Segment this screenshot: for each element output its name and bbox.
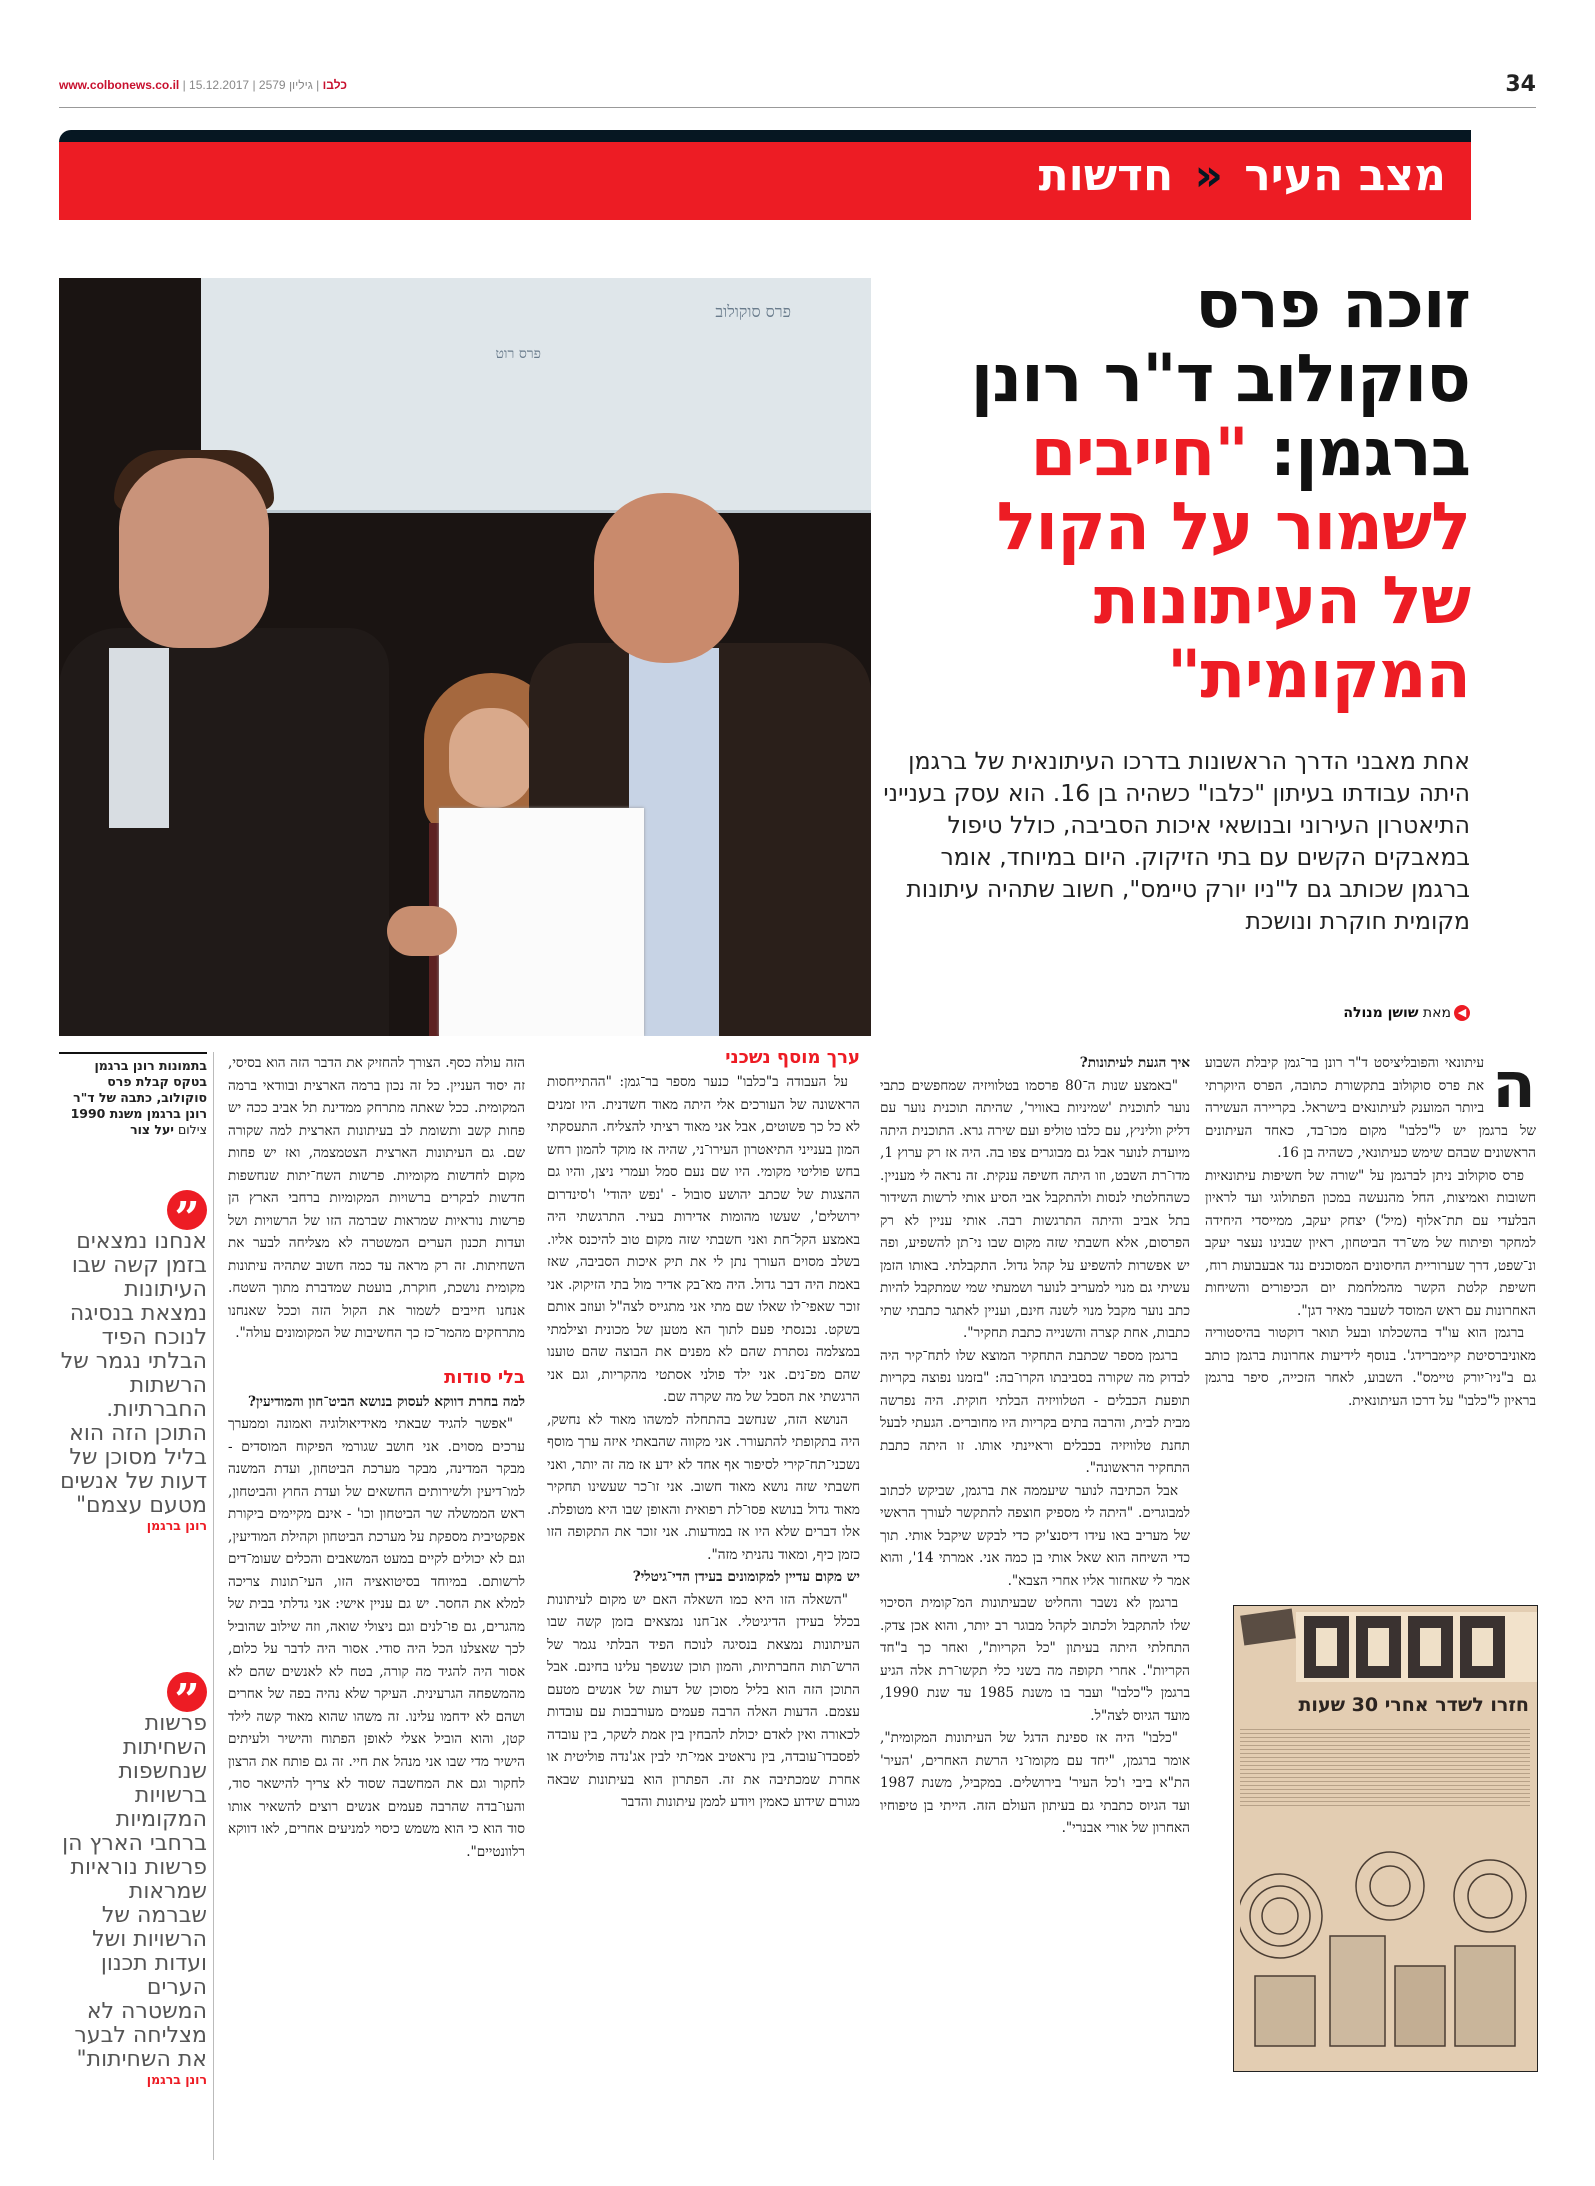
- body-paragraph: הזה עולה כסף. הצורך להחזיק את הדבר הזה הוא בסיסי, זה יסוד העניין. כל זה נכון ברמה הארצית ובוודאי ברמה המקומית. ככל שאתה מתרחק ממדינת תל אביב ככה יש פחות קשב ותשומת לב בעיתונות הארצית למה שקורה שם. גם העיתונות הארצית הצטמצמה, ואז יש פחות מקום לחדשות מקומיות. פרשות השח־יתות שנחשפות חדשות לבקרים ברשויות המקומיות ברחבי הארץ הן פרשות נוראיות שמראות שברמה הזו של הרשויות ושל ועדות תכנון הערים המשטרה לא מצליחה לבער את השחיתות. זה רק מראה עד כמה חשוב שתהיה עיתונות מקומית נושכת, חוקרת, בועטת שמדברת מתוך השטח. אנחנו חייבים לשמור את הקול הזה וככל שאנחנו מתרחקים מהמר־כז כך החשיבות של המקומונים עולה".: [228, 1055, 525, 1341]
- subsection-name: חדשות: [1038, 150, 1174, 201]
- drop-cap: ה: [1492, 1052, 1536, 1123]
- site-link[interactable]: www.colbonews.co.il: [59, 78, 180, 92]
- section-subheading: בלי סודות: [444, 1366, 525, 1388]
- pull-quote-author: רונן ברגמן: [146, 1518, 207, 1533]
- author-name: שושן מנולה: [1343, 1005, 1419, 1021]
- issue-number: גיליון 2579: [258, 78, 313, 92]
- body-paragraph: הנושא הזה, שנחשב בהתחלה למשהו מאוד לא נחשק, היה בתקופתי להתעורר. אני מקווה שהבאתי איזה ערך מוסף נשכני־תח־קירי לסיפור אף אחד לא ידע אז מה זה יותר, ואני חשבתי שזה נושא מאוד חשוב. אני זו־כר שעשינו תחקיר מאוד גדול בנושא פסו־לת רפואית והאופן שבו היא מטופלת. אלו דברים שלא היו אז במודעות. אני זוכר את התקופה הזו כזמן כיף, ומאוד נהניתי מזה".: [547, 1411, 860, 1563]
- headline-line: ברגמן: "חייבים: [1030, 414, 1470, 491]
- caption-text: בתמונות רונן ברגמן בטקס קבלת פרס סוקולוב, כתבה של ד"ר רונן ברגמן משנת 1990: [70, 1058, 207, 1121]
- column-divider: [213, 1052, 214, 2160]
- newspaper-clipping: [1233, 1605, 1538, 2072]
- clipping-title: חזרו לשדר אחרי 30 שעות: [1298, 1694, 1529, 1716]
- screen-text: פרס רוט: [495, 346, 541, 362]
- headline-line: לשמור על הקול: [996, 488, 1470, 565]
- photo-credit: צילום יעל צור: [130, 1122, 207, 1137]
- body-paragraph: ברגמן מספר שכתבת התחקיר המוצא שלו לתח־קיר היה לבדוק מה שקורה בסביבתו הקרו־בה: "בזמנו נפוצה בקריות תופעת הכבלים - הטלוויזיה הבלתי חוקית. היה נפרשה מבית לבית, והרבה בתים בקריות היו מחוברים. הגעתי לבעל תחנת טלוויזיה בכבלים וראיינתי אותו. זו היתה כתבת התחקיר הראשונה".: [880, 1347, 1190, 1476]
- screen-text: פרס סוקולוב: [715, 302, 791, 321]
- pull-quote: [59, 1190, 207, 1533]
- body-paragraph: עיתונאי והפובליציסט ד"ר רונן בר־גמן קיבלת השבוע את פרס סוקולוב בתקשורת כתובה, הפרס היוקרתי ביותר המוענק לעיתונאים בישראל. בקריירה העשירה של ברגמן יש ל"כלבו" מקום מכו־בד, כאחד העיתונים הראשונים שבהם שימש כעיתונאי, כשהיה בן 16.: [1205, 1055, 1536, 1161]
- body-column-3: [547, 1045, 860, 2112]
- award-ceremony-photo: [59, 278, 871, 1036]
- headline: [880, 268, 1470, 712]
- certificate: [439, 808, 644, 1036]
- body-paragraph: "כלבו" היה אז ספינת הדגל של העיתונות המקומית", אומר ברגמן, "יחד עם מקומו־ני הרשת האחרים, 'העיר' הת"א ביבי ו'כל העיר' בירושלים. במקביל, משנת 1987 ועד הגיוס כתבתי גם בעיתון העולם הזה. הייתי בן טיפוחיו האחרון של אורי אבנרי".: [880, 1730, 1190, 1836]
- pull-quote-text: אנחנו נמצאים בזמן קשה שבו העיתונות נמצאת בנסיגה לנוכח הפיד הבלתי נגמר של הרשתות החברתיות. התוכן הזה הוא בליל מסוכן של דעות של אנשים מטעם עצמם": [60, 1229, 207, 1518]
- body-paragraph: "אפשר להגיד שבאתי מאידיאולוגיה ואמונה וממערך ערכים מסוים. אני חושב שגורמי הפיקוח המוסדים - מבקר המדינה, מבקר מערכת הביטחון, ועדת המשנה למו־דיעין ולשירותים החשאים של ועדת החוץ והביטחון, ראש הממשלה שר הביטחון וכו' - אינם מקיימים ביקורת אפקטיבית מספקת על מערכת הביטחון וקהילת המודיעין, וגם לא יכולים לקיים במעט המשאבים והכלים שעומ־דים לרשותם. במיוחד בסיטואציה הזו, העי־תונות צריכה למלא את החסר. יש גם עניין אישי: אני גדלתי בבית של מהגרים, גם פו־לנים וגם ניצולי שואה, וזה שילוב שהוביל לכך שאצלנו הכל היה סודי. אסור היה לדבר על כלום, אסור היה להגיד מה קורה, בטח לא לאנשים שהם לא מהמשפחה הגרעינית. העיקר שלא נהיה בפה של אחרים ושהם לא ידחמו עלינו. זה משהו שהוא מאוד קשה לילד קטן, והוא הוביל אצלי לאופן הפתוח והישיר ולעיתים הישיר מדי שבו אני מנהל את חיי. זה גם פותח את הרצון לחקור וגם את המחשבה שסוד לא צריך להישאר סוד, והעו־בדה שהרבה פעמים אנשים רוצים להשאיר אותו סוד הוא כי הוא משמש כיסוי למניעים אחרים, לאו דווקא רלוונטיים".: [228, 1416, 525, 1860]
- interview-question: יש מקום עדיין למקומונים בעידן הדי־גיטלי?: [632, 1569, 860, 1585]
- magazine-name: כלבו: [322, 78, 347, 92]
- pull-quote-author: רונן ברגמן: [146, 2072, 207, 2087]
- section-name: מצב העיר: [1244, 150, 1446, 201]
- headline-line: המקומית": [1166, 636, 1470, 713]
- body-paragraph: ברגמן הוא עו"ד בהשכלתו ובעל תואר דוקטור בהיסטוריה מאוניברסיטת קיימברידג'. בנוסף לידיעות אחרונות ברגמן כותב גם ב"ניו־יורק טיימס". השבוע, לאחר הזכייה, סיפר ברגמן בראיון ל"כלבו" על דרכו העיתונאית.: [1205, 1325, 1536, 1409]
- body-paragraph: פרס סוקולוב ניתן לברגמן על "שורה של חשיפות עיתונאיות חשובות ואמיצות, החל מהנעשה במכון הפתולוגי ועד לראיון הבלעדי עם תת־אלוף (מיל') יצחק יעקב, ממייסדי היחידה למחקר ופיתוח של מש־רד הביטחון, ראיון שבגינו נעצר יעקב ונ־שפט, דרך שערוריית החיסונים המסוכנים נגד אבעבועות רוח, חשיפת קלטת הקשר מהמלחמת יום הכיפורים והשיחות האחרונות עם ראש המוסד לשעבר מאיר דגן".: [1205, 1167, 1536, 1319]
- body-paragraph: ברגמן לא נשבר והחליט שבעיתונות המ־קומית הסיכוי שלו להתקבל ולכתוב לקהל מבוגר רב יותר, והוא אכן צדק. התחלתי היתה בעיתון "כל הקריות", ואחר כך ב"חד הקריות". אחרי תקופה מה בשני כלי תקשו־רת אלה הגיע ברגמן ל"כלבו" ועבר בו משנת 1985 עד שנת 1990, מועד הגיוס לצה"ל.: [880, 1595, 1190, 1724]
- quote-icon: ”: [167, 1672, 207, 1712]
- clipping-illustration: [1240, 1826, 1530, 2061]
- headline-line: של העיתונות: [1093, 562, 1470, 639]
- handshake: [387, 906, 457, 956]
- byline: [880, 1005, 1470, 1021]
- section-band-top: [59, 130, 1471, 142]
- lead-paragraph: אחת מאבני הדרך הראשונות בדרכו העיתונאית של ברגמן היתה עבודתו בעיתון "כלבו" כשהיה בן 16. הוא עסק בענייני התיאטרון העירוני ובנושאי איכות הסביבה, כולל טיפול במאבקים הקשים עם בתי הזיקוק. היום במיוחד, אומר ברגמן שכותב גם ל"ניו יורק טיימס", חשוב שתהיה עיתונות מקומית חוקרת ונושכת: [883, 747, 1470, 935]
- body-column-4: [228, 1052, 525, 2112]
- clipping-thumbnail: [1240, 1609, 1296, 1646]
- header-divider: [59, 107, 1536, 108]
- clipping-masthead: [1296, 1612, 1537, 1682]
- photo-caption: [59, 1058, 207, 1138]
- section-title: [1039, 150, 1446, 201]
- pull-quote: [59, 1672, 207, 2087]
- clipping-text-block: [1240, 1726, 1530, 1806]
- byline-prefix: מאת: [1422, 1005, 1451, 1021]
- section-subheading: ערך מוסף נשכני: [725, 1047, 860, 1068]
- issue-date: 15.12.2017: [189, 78, 250, 92]
- quote-icon: ”: [167, 1190, 207, 1230]
- section-band: [59, 142, 1471, 220]
- body-paragraph: "באמצע שנות ה־80 פרסמו בטלוויזיה שמחפשים כתבי נוער לתוכנית 'שמיניות באוויר', שהיתה תוכנית נוער עם דליק ווליניץ, עם כלבו טוליפ ועם שירה גרא. התוכנית היתה מיועדת לנוער אבל גם מבוגרים צפו בה. היה אז רק ערוץ 1, מדו־רת השבט, וזו היתה חשיפה ענקית. זה נראה לי מעניין. כשהחלטתי לנסות ולהתקבל אבי הסיע אותי לרשות השידור בתל אביב והיתה התרגשות רבה. אותי עניין לא רק הפרסום, אלא חשבתי שזה מקום שבו ני־תן להשפיע, ופה יש אפשרות להשפיע על קהל גדול. התקבלתי. באותו הזמן עשיתי גם מנוי למעריב לנוער ושמעתי שמי שמתקבל להיות כתב נוער מקבל מנוי לשנה חינם, ועניין לאתגר כתבתי שתי כתבות, אחת קצרה והשנייה כתבת תחקיר".: [880, 1077, 1190, 1341]
- body-paragraph: אבל הכתיבה לנוער שיעממה את ברגמן, שביקש לכתוב למבוגרים. "היתה לי מספיק חוצפה להתקשר לעורך הראשי של מעריב באו עידו דיסנצ'יק כדי לבקש שיקבל אותי. תוך כדי השיחה הוא שאל אותי בן כמה אני. אמרתי 14', והוא אמר לי שאחזור אליו אחרי הצבא".: [880, 1482, 1190, 1589]
- page-number: 34: [1505, 72, 1536, 97]
- person-ronen-bergman: [59, 458, 389, 1036]
- interview-question: למה בחרת דווקא לעסוק בנושא הביט־חון והמודיעין?: [248, 1393, 525, 1410]
- pull-quote-text: פרשות השחיתות שנחשפות ברשויות המקומיות ברחבי הארץ הן פרשות נוראיות שמראות שברמה של הרשויות ושל ועדות תכנון הערים המשטרה לא מצליחה לבער את השחיתות": [62, 1711, 207, 2072]
- body-column-2: [880, 1052, 1190, 2112]
- body-paragraph: "השאלה הזו היא כמו השאלה האם יש מקום לעיתונות בכלל בעידן הדיגיטלי. אנ־חנו נמצאים בזמן קשה שבו העיתונות נמצאת בנסיגה לנוכח הפיד הבלתי נגמר של הרש־תות החברתיות, והמון תוכן שנשפך עלינו בחינם. אבל התוכן הזה הוא בליל מסוכן של דעות של אנשים מטעם עצמם. הדעות האלה הרבה פעמים מעורבבות עם עובדות לכאורה ואין לאדם יכולת להבחין בין אמת לשקר, בין עובדה לפסבדו־עובדה, בין נראטיב אמי־תי לבין אג'נדה פוליטית או אחרת שמכתיבה את זה. הפתרון הוא בעיתונות שבאה מגורם שידוע כאמין ויודע לממן עיתונות והדבר: [547, 1591, 860, 1810]
- header-meta: www.colbonews.co.il | כלבו | גיליון 2579 | 15.12.2017: [59, 78, 347, 92]
- body-paragraph: על העבודה ב"כלבו" כנער מספר בר־גמן: "ההתייחסות הראשונה של העורכים אלי היתה מאוד חשדנית. היו זמנים לא כל כך פשוטים, אבל אני מאוד רציתי להצליח. התעסקתי המון בענייני התיאטרון העירו־ני, שהיה אז מוקד להמון רחש בחש פוליטי מקומי. היו שם נעם סמל ועמרי ניצן, והיו גם ההצגות של שכתב יהושע סובול - 'נפש יהודי' ו'סינדרום ירושלים', שעשו מהומות אדירות בעיר. התרגשתי היה באמצע הקל־חת ואני חשבתי שזה מקום טוב להיכנס אליו. בשלב מסוים העורך נתן לי את תיק איכות הסביבה, שאז באמת היה דבר גדול. היה מא־בק אדיר מול בתי הזיקוק. אני זוכר שאפי־לו שאלו שם מתי אני מתגייס לצה"ל ועוזב אותם בשקט. נכנסתי פעם לתוך הא מטען של מכונית וצילמתי במצלמה נסתרת שהם לא מפנים את הבוצה שהם טוענו שהם מפ־נים. אני ילד פולני אסתטי מהקריות, וגם אני הרגשתי את הסבל של מה שקרה שם.: [547, 1074, 860, 1405]
- headline-line: זוכה פרס: [1195, 266, 1470, 343]
- headline-line: סוקולוב ד"ר רונן: [970, 340, 1470, 417]
- body-column-1: [1205, 1052, 1536, 1597]
- interview-question: איך הגעת לעיתונות?: [1079, 1055, 1190, 1071]
- chevron-double-icon: «: [1194, 150, 1223, 201]
- arrow-left-icon: ◀: [1454, 1005, 1470, 1021]
- caption-rule: [59, 1052, 207, 1054]
